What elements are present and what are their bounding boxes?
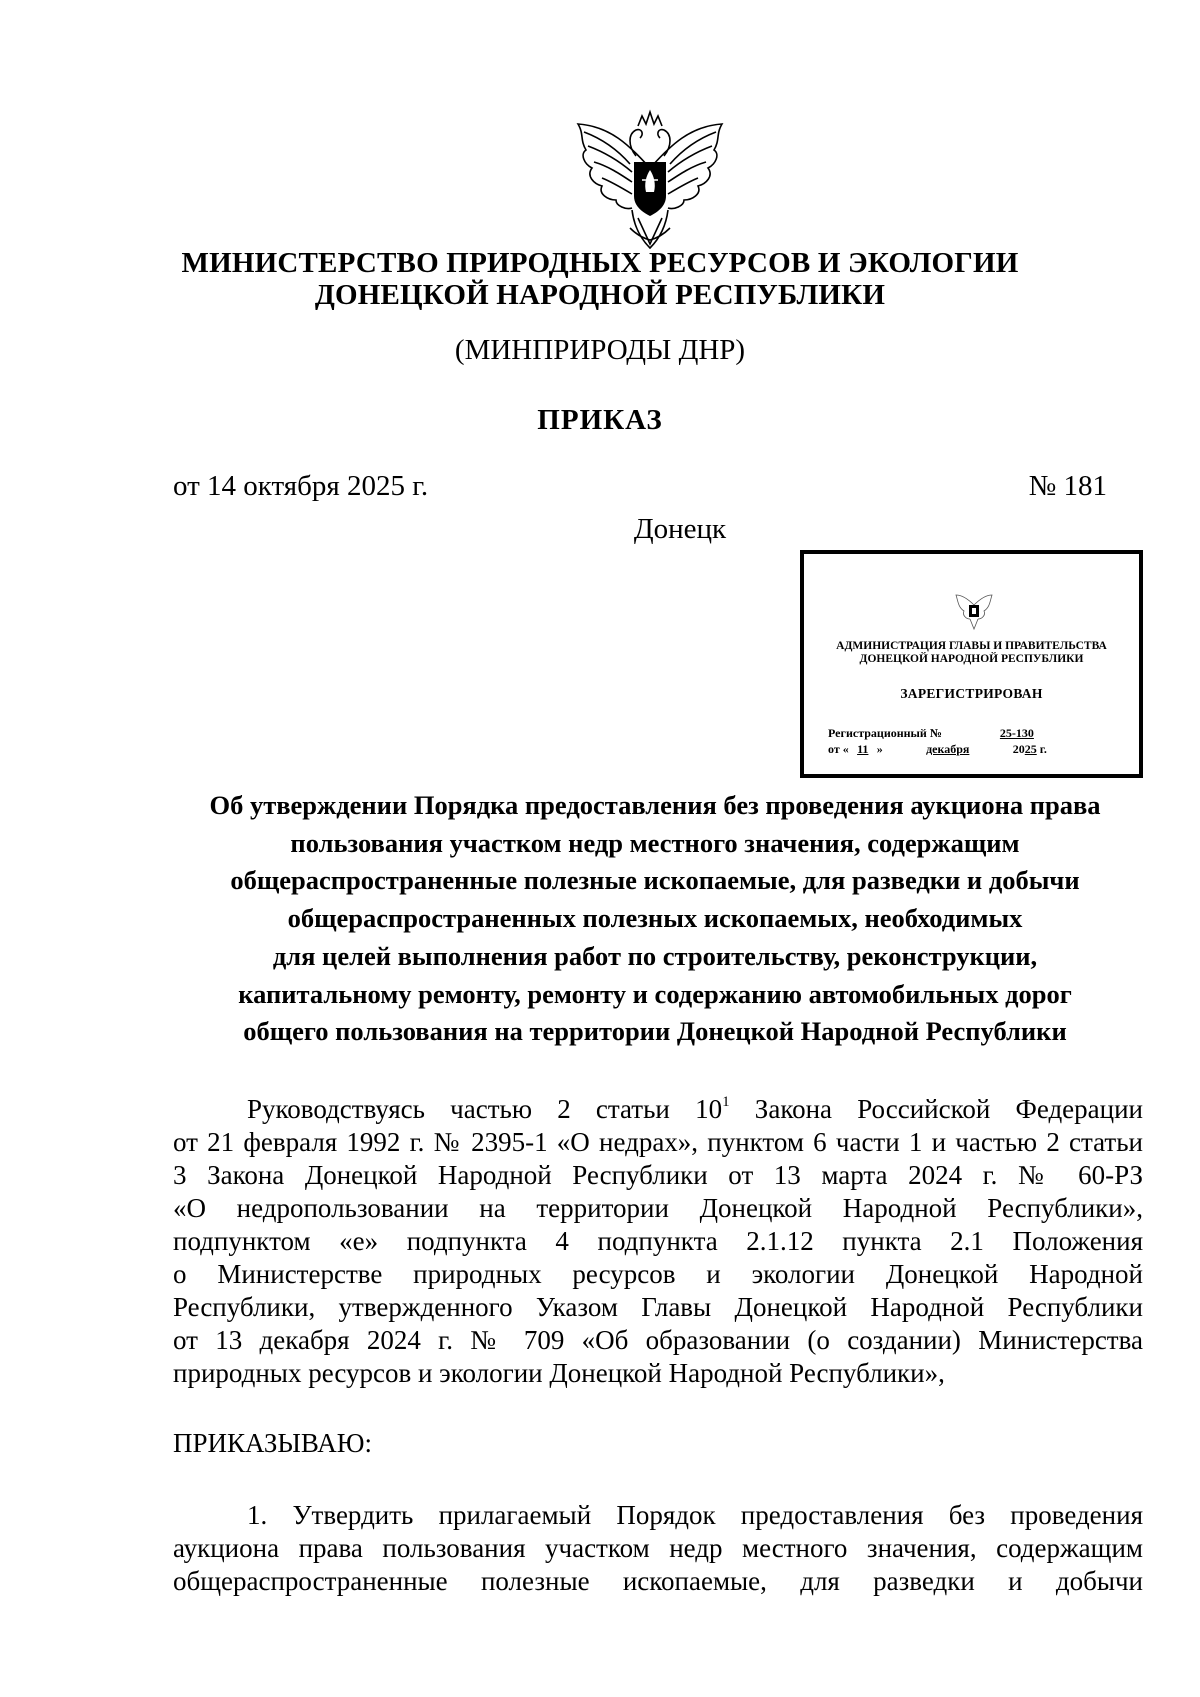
order-subject: [150, 787, 1160, 1051]
ministry-name-line2: ДОНЕЦКОЙ НАРОДНОЙ РЕСПУБЛИКИ: [314, 279, 886, 311]
preamble-line1-b: Закона Российской Федерации: [729, 1094, 1144, 1124]
order-city: Донецк: [633, 513, 727, 545]
stamp-reg-number: 25-130: [999, 726, 1034, 740]
stamp-month: декабря: [926, 742, 970, 756]
subject-line: общего пользования на территории Донецкой Народной Республики: [243, 1016, 1067, 1047]
stamp-reg-row: [828, 726, 1092, 740]
preamble-line: [247, 1094, 1143, 1125]
stamp-day: 11: [857, 742, 869, 756]
stamp-line2: ДОНЕЦКОЙ НАРОДНОЙ РЕСПУБЛИКИ: [859, 653, 1084, 665]
stamp-emblem-icon: [954, 591, 994, 631]
coat-of-arms-emblem: [570, 106, 730, 254]
preamble-line: подпунктом «е» подпункта 4 подпункта 2.1.12 пункта 2.1 Положения: [173, 1226, 1143, 1256]
stamp-year-prefix: 20: [1012, 742, 1025, 756]
stamp-date-row: [828, 742, 1047, 756]
registration-stamp: [800, 550, 1143, 778]
item1-line: 1. Утвердить прилагаемый Порядок предоставления без проведения: [247, 1500, 1143, 1530]
stamp-reg-label: Регистрационный №: [828, 726, 942, 740]
subject-line: капитальному ремонту, ремонту и содержанию автомобильных дорог: [238, 978, 1072, 1009]
preamble-superscript: 1: [722, 1094, 730, 1110]
stamp-status: ЗАРЕГИСТРИРОВАН: [900, 686, 1043, 701]
preamble-line1-a: Руководствуясь частью 2 статьи 10: [247, 1094, 723, 1124]
ministry-short-name: (МИНПРИРОДЫ ДНР): [454, 334, 746, 366]
stamp-date-prefix: от «: [828, 742, 849, 756]
subject-line: общераспространенных полезных ископаемых, необходимых: [287, 903, 1023, 934]
subject-line: пользования участком недр местного значения, содержащим: [290, 827, 1020, 858]
subject-line: для целей выполнения работ по строительству, реконструкции,: [272, 940, 1038, 971]
order-number: № 181: [1028, 470, 1107, 502]
ministry-name-line1: МИНИСТЕРСТВО ПРИРОДНЫХ РЕСУРСОВ И ЭКОЛОГИИ: [181, 247, 1019, 279]
preamble-last-line: природных ресурсов и экологии Донецкой Народной Республики»,: [173, 1358, 945, 1388]
stamp-year-end: г.: [1036, 742, 1047, 756]
stamp-year-suffix: 25: [1024, 742, 1037, 756]
order-date: от 14 октября 2025 г.: [173, 470, 429, 502]
preamble-line: 3 Закона Донецкой Народной Республики от 13 марта 2024 г. № 60-РЗ: [173, 1160, 1143, 1190]
item1-line: аукциона права пользования участком недр местного значения, содержащим: [173, 1533, 1143, 1563]
order-word: ПРИКАЗЫВАЮ:: [173, 1428, 372, 1458]
preamble-line: «О недропользовании на территории Донецкой Народной Республики»,: [173, 1193, 1143, 1223]
preamble-line: от 13 декабря 2024 г. № 709 «Об образовании (о создании) Министерства: [173, 1325, 1143, 1355]
preamble-line: от 21 февраля 1992 г. № 2395-1 «О недрах», пунктом 6 части 1 и частью 2 статьи: [173, 1127, 1143, 1157]
preamble-line: Республики, утвержденного Указом Главы Донецкой Народной Республики: [173, 1292, 1143, 1322]
document-title: ПРИКАЗ: [537, 404, 663, 436]
subject-line: общераспространенные полезные ископаемые, для разведки и добычи: [230, 865, 1080, 896]
item1-line: общераспространенные полезные ископаемые, для разведки и добычи: [173, 1566, 1143, 1596]
stamp-line1: АДМИНИСТРАЦИЯ ГЛАВЫ И ПРАВИТЕЛЬСТВА: [836, 640, 1107, 652]
subject-line: Об утверждении Порядка предоставления без проведения аукциона права: [209, 790, 1101, 820]
stamp-date-mid: »: [876, 742, 883, 756]
preamble-line: о Министерстве природных ресурсов и экологии Донецкой Народной: [173, 1259, 1143, 1289]
